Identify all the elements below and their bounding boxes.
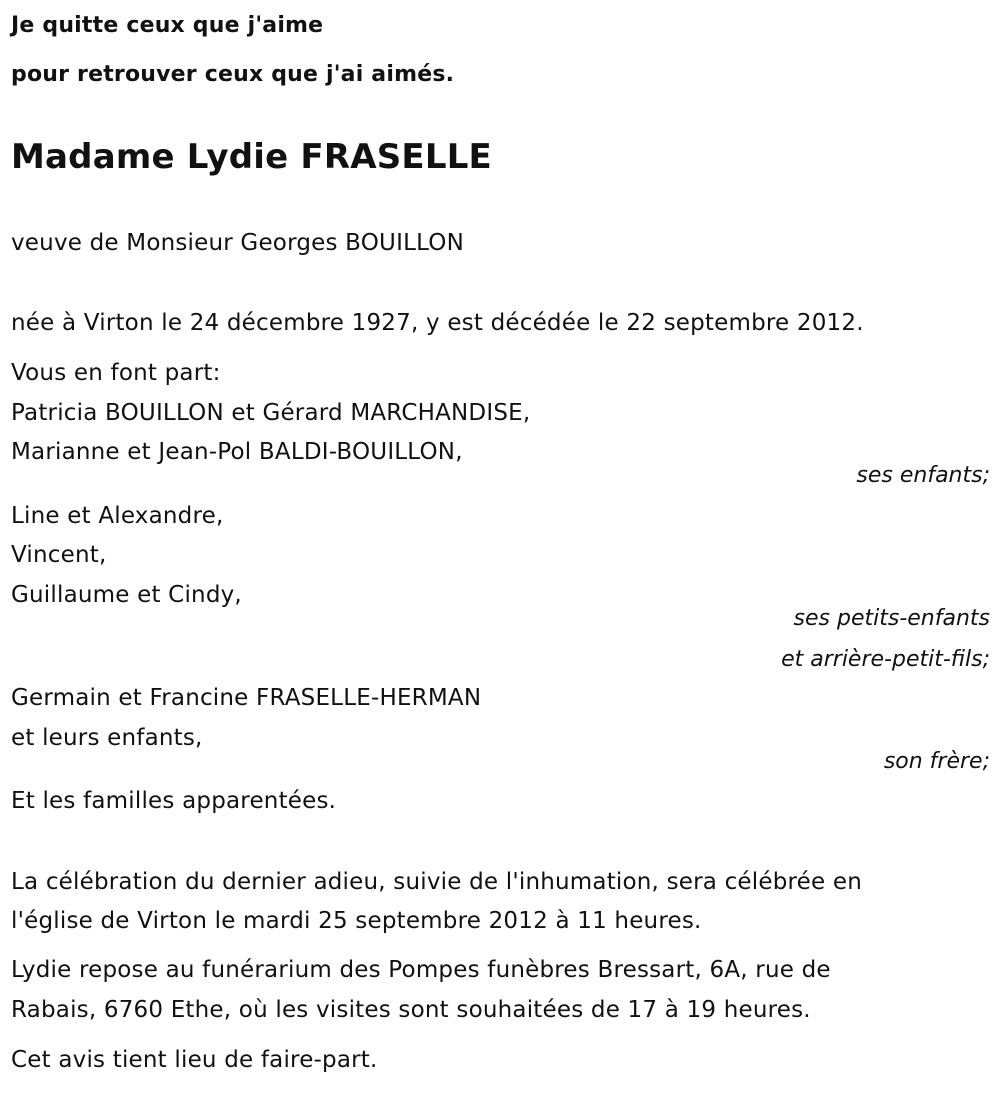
brother-role: son frère; [883, 749, 990, 774]
birth-death: née à Virton le 24 décembre 1927, y est décédée le 22 septembre 2012. [11, 310, 864, 336]
brother-entry: Germain et Francine FRASELLE-HERMAN [11, 685, 482, 711]
grandchildren-role-2: et arrière-petit-fils; [781, 647, 990, 672]
viewing-line-1: Lydie repose au funérarium des Pompes funèbres Bressart, 6A, rue de [11, 957, 831, 983]
ceremony-line-1: La célébration du dernier adieu, suivie de l'inhumation, sera célébrée en [11, 869, 862, 895]
closing-line: Cet avis tient lieu de faire-part. [11, 1047, 378, 1073]
families-line: Et les familles apparentées. [11, 788, 337, 814]
quote-line-1: Je quitte ceux que j'aime [11, 13, 324, 38]
child-entry: Patricia BOUILLON et Gérard MARCHANDISE, [11, 400, 531, 426]
children-role: ses enfants; [856, 463, 990, 488]
viewing-line-2: Rabais, 6760 Ethe, où les visites sont souhaitées de 17 à 19 heures. [11, 997, 811, 1023]
ceremony-line-2: l'église de Virton le mardi 25 septembre 2012 à 11 heures. [11, 908, 702, 934]
deceased-name: Madame Lydie FRASELLE [11, 137, 492, 177]
grandchild-entry: Line et Alexandre, [11, 503, 224, 529]
widow-of: veuve de Monsieur Georges BOUILLON [11, 230, 464, 256]
child-entry: Marianne et Jean-Pol BALDI-BOUILLON, [11, 439, 463, 465]
grandchild-entry: Vincent, [11, 542, 107, 568]
quote-line-2: pour retrouver ceux que j'ai aimés. [11, 62, 455, 87]
grandchild-entry: Guillaume et Cindy, [11, 582, 242, 608]
grandchildren-role-1: ses petits-enfants [793, 606, 990, 631]
announcement-intro: Vous en font part: [11, 360, 221, 386]
brother-entry: et leurs enfants, [11, 725, 203, 751]
